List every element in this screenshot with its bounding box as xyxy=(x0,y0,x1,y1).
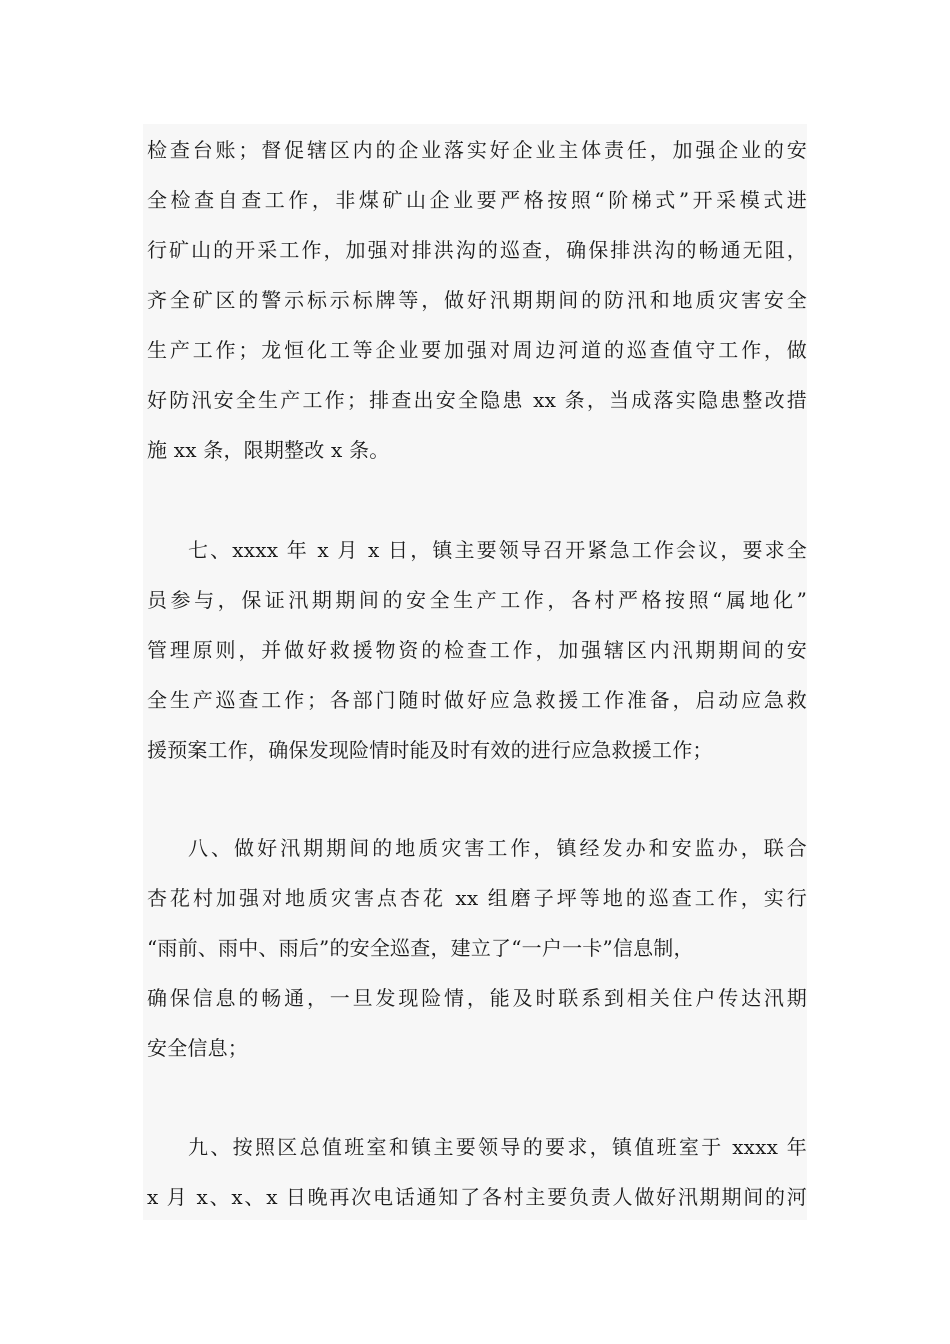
text-line: 管理原则，并做好救援物资的检查工作，加强辖区内汛期期间的安 xyxy=(147,638,807,662)
text-line: 行矿山的开采工作，加强对排洪沟的巡查，确保排洪沟的畅通无阻， xyxy=(147,238,807,262)
text-line: “雨前、雨中、雨后”的安全巡查，建立了“一户一卡”信息制， xyxy=(147,936,694,960)
text-line: 全检查自查工作，非煤矿山企业要严格按照“阶梯式”开采模式进 xyxy=(147,188,807,212)
text-line: 杏花村加强对地质灾害点杏花 xx 组磨子坪等地的巡查工作，实行 xyxy=(147,886,807,910)
text-line: 生产工作；龙恒化工等企业要加强对周边河道的巡查值守工作，做 xyxy=(147,338,807,362)
text-line: 安全信息； xyxy=(147,1036,248,1060)
text-line: 八、做好汛期期间的地质灾害工作，镇经发办和安监办，联合 xyxy=(188,836,807,860)
text-line: 援预案工作，确保发现险情时能及时有效的进行应急救援工作； xyxy=(147,738,713,762)
text-line: 齐全矿区的警示标示标牌等，做好汛期期间的防汛和地质灾害安全 xyxy=(147,288,807,312)
text-line: 检查台账；督促辖区内的企业落实好企业主体责任，加强企业的安 xyxy=(147,138,807,162)
text-line: 好防汛安全生产工作；排查出安全隐患 xx 条，当成落实隐患整改措 xyxy=(147,388,807,412)
text-line: 确保信息的畅通，一旦发现险情，能及时联系到相关住户传达汛期 xyxy=(147,986,807,1010)
text-line: 九、按照区总值班室和镇主要领导的要求，镇值班室于 xxxx 年 xyxy=(188,1135,807,1159)
text-line: 施 xx 条，限期整改 x 条。 xyxy=(147,438,390,462)
text-line: 七、xxxx 年 x 月 x 日，镇主要领导召开紧急工作会议，要求全 xyxy=(188,538,807,562)
text-line: x 月 x、x、x 日晚再次电话通知了各村主要负责人做好汛期期间的河 xyxy=(147,1185,807,1209)
text-line: 员参与，保证汛期期间的安全生产工作，各村严格按照“属地化” xyxy=(147,588,807,612)
text-line: 全生产巡查工作；各部门随时做好应急救援工作准备，启动应急救 xyxy=(147,688,807,712)
